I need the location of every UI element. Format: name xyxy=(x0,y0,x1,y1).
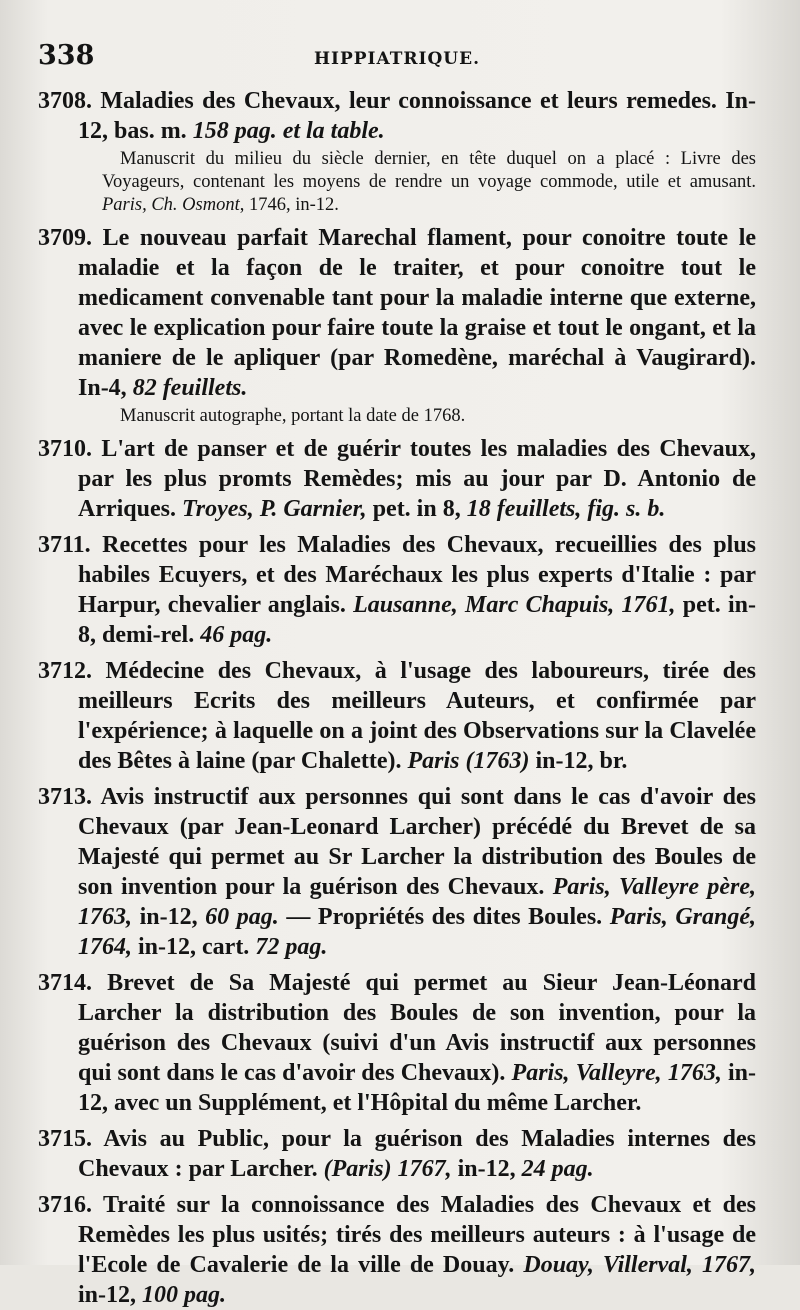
entry-title: Recettes pour les Maladies des Chevaux, recueillies des plus habiles Ecuyers, et des Maréchaux les plus experts d'Italie : par Harpur, chevalier anglais. xyxy=(78,532,757,618)
entry-number: 3715. xyxy=(38,1126,92,1152)
entry-3711 xyxy=(38,530,756,650)
entry-number: 3708. xyxy=(38,88,92,114)
entry-text xyxy=(38,434,756,524)
entry-imprint: (Paris) 1767, xyxy=(323,1156,452,1182)
page-number: 338 xyxy=(38,40,95,71)
entry-imprint: Paris, Valleyre père, 1763, xyxy=(78,874,756,930)
entry-format-2: in-12, cart. xyxy=(138,934,250,960)
entry-note xyxy=(38,148,756,217)
entry-number: 3713. xyxy=(38,784,92,810)
entry-title: Maladies des Chevaux, leur connoissance et leurs remedes. In-12, bas. m. xyxy=(78,88,757,144)
entry-format: pet. in-8, demi-rel. xyxy=(78,592,757,648)
entry-title: Traité sur la connoissance des Maladies des Chevaux et des Remèdes les plus usités; tirés des meilleurs auteurs : à l'usage de l'Ecole de Cavalerie de la ville de Douay. xyxy=(78,1192,756,1278)
entry-title: Avis instructif aux personnes qui sont dans le cas d'avoir des Chevaux (par Jean-Leonard Larcher) précédé du Brevet de sa Majesté qui permet au Sr Larcher la distribution des Boules de son invention pour la guérison des Chevaux. xyxy=(78,784,756,900)
entry-text xyxy=(38,1124,756,1184)
note-text: Manuscrit du milieu du siècle dernier, en tête duquel on a placé : Livre des Voyageurs, contenant les moyens de rendre un voyage commode, utile et amusant. xyxy=(102,149,756,192)
entry-imprint: Douay, Villerval, 1767, xyxy=(523,1252,757,1278)
entry-pagination: 24 pag. xyxy=(521,1156,594,1182)
entry-number: 3716. xyxy=(38,1192,92,1218)
entry-format: in-12, xyxy=(78,1282,137,1308)
note-imprint: Paris, Ch. Osmont xyxy=(102,195,240,215)
entry-imprint: Lausanne, Marc Chapuis, 1761, xyxy=(353,592,676,618)
entry-3714 xyxy=(38,968,756,1118)
entry-text xyxy=(38,530,756,650)
entry-text xyxy=(38,1190,756,1310)
entry-format: in-12, br. xyxy=(535,748,628,774)
entry-pagination: 18 feuillets, fig. s. b. xyxy=(466,496,666,522)
entry-3708 xyxy=(38,86,756,217)
catalogue-entries xyxy=(38,86,756,1310)
entry-text xyxy=(38,656,756,776)
entry-imprint: Troyes, P. Garnier, xyxy=(182,496,367,522)
entry-imprint: 158 pag. et la table. xyxy=(192,118,385,144)
entry-text xyxy=(38,968,756,1118)
entry-title: L'art de panser et de guérir toutes les maladies des Chevaux, par les plus promts Remèdes; mis au jour par D. Antonio de Arriques. xyxy=(78,436,756,522)
note-tail: , 1746, in-12. xyxy=(239,195,339,215)
entry-pagination: 60 pag. xyxy=(205,904,279,930)
page-header xyxy=(38,40,756,80)
entry-number: 3709. xyxy=(38,225,92,251)
entry-addendum: — Propriétés des dites Boules. xyxy=(286,904,603,930)
entry-pagination-2: 72 pag. xyxy=(255,934,328,960)
entry-pagination: 100 pag. xyxy=(142,1282,227,1308)
entry-title: Le nouveau parfait Marechal flament, pour conoitre toute le maladie et la façon de le traiter, et pour conoitre tout le medicament convenable tant pour la maladie interne que externe, avec le explication pour faire toute la graise et tout le ongant, et la maniere de le apliquer (par Romedène, maréchal à Vaugirard). In-4, xyxy=(78,225,757,401)
entry-imprint: 82 feuillets. xyxy=(132,375,248,401)
entry-text xyxy=(38,86,756,146)
entry-3715 xyxy=(38,1124,756,1184)
entry-imprint: Paris, Valleyre, 1763, xyxy=(511,1060,722,1086)
entry-format: in-12, xyxy=(457,1156,516,1182)
entry-number: 3711. xyxy=(38,532,91,558)
entry-3709 xyxy=(38,223,756,428)
entry-text xyxy=(38,782,756,962)
entry-title: Avis au Public, pour la guérison des Maladies internes des Chevaux : par Larcher. xyxy=(78,1126,756,1182)
entry-3712 xyxy=(38,656,756,776)
entry-number: 3712. xyxy=(38,658,92,684)
entry-3713 xyxy=(38,782,756,962)
running-head: HIPPIATRIQUE. xyxy=(313,49,481,69)
entry-title: Médecine des Chevaux, à l'usage des laboureurs, tirée des meilleurs Ecrits des meilleurs Auteurs, et confirmée par l'expérience; à laquelle on a joint des Observations sur la Clavelée des Bêtes à laine (par Chalette). xyxy=(78,658,757,774)
entry-3710 xyxy=(38,434,756,524)
entry-imprint-2: Paris, Grangé, 1764, xyxy=(78,904,757,960)
entry-format: pet. in 8, xyxy=(372,496,461,522)
entry-imprint: Paris (1763) xyxy=(407,748,530,774)
entry-3716 xyxy=(38,1190,756,1310)
entry-format: in-12, xyxy=(139,904,198,930)
entry-note xyxy=(38,405,756,428)
entry-pagination: 46 pag. xyxy=(200,622,273,648)
entry-format: in-12, avec un Supplément, et l'Hôpital du même Larcher. xyxy=(78,1060,756,1116)
entry-number: 3710. xyxy=(38,436,92,462)
entry-text xyxy=(38,223,756,403)
entry-number: 3714. xyxy=(38,970,92,996)
note-text: Manuscrit autographe, portant la date de 1768. xyxy=(120,406,466,426)
entry-title: Brevet de Sa Majesté qui permet au Sieur Jean-Léonard Larcher la distribution des Boules de son invention, pour la guérison des Chevaux (suivi d'un Avis instructif aux personnes qui sont dans le cas d'avoir des Chevaux). xyxy=(78,970,757,1086)
